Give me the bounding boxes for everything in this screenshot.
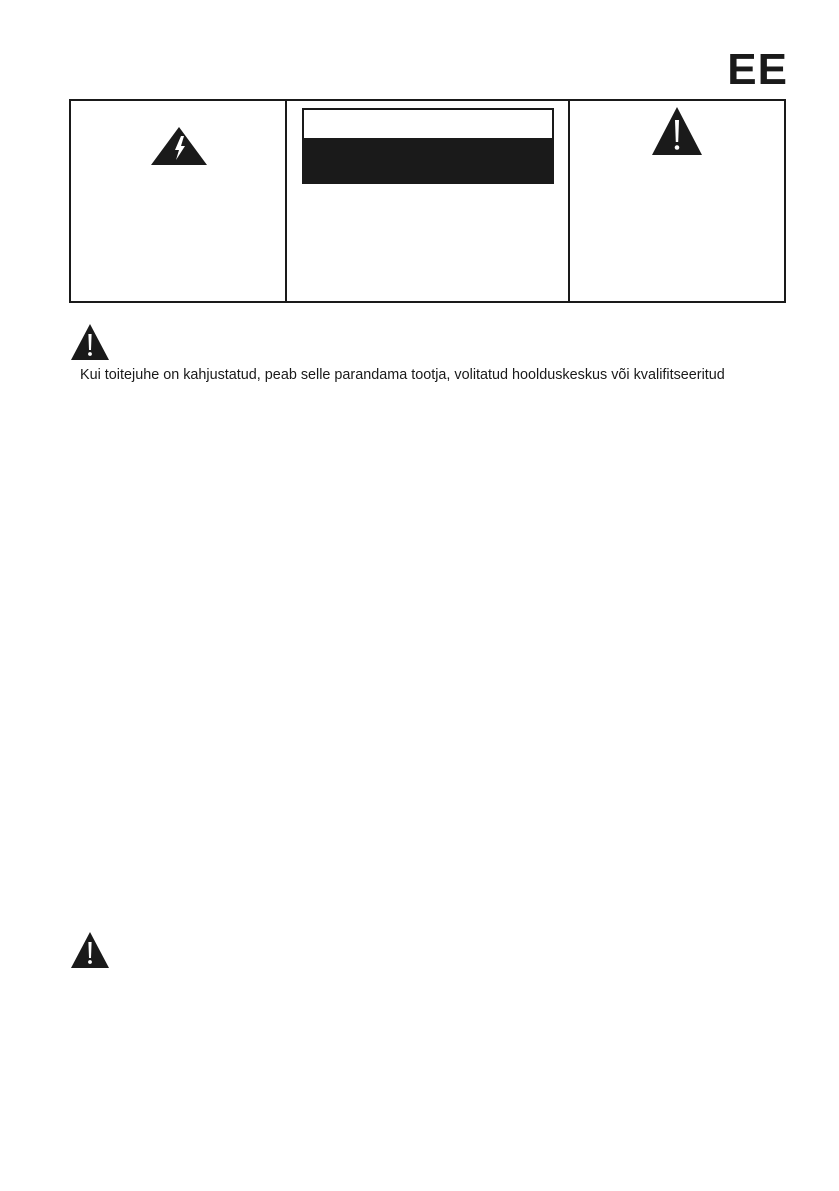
caution-label-cell <box>287 101 570 301</box>
exclamation-warning-icon <box>70 931 110 969</box>
caution-label-top-band <box>304 110 552 138</box>
language-code: EE <box>727 45 788 94</box>
caution-label-box <box>302 108 554 184</box>
safety-warning-table <box>69 99 786 303</box>
electric-shock-warning-icon <box>150 126 208 166</box>
exclamation-warning-icon <box>70 323 110 361</box>
shock-warning-cell <box>71 101 287 301</box>
caution-warning-cell <box>570 101 784 301</box>
caution-label-bottom-band <box>304 138 552 182</box>
power-cord-notice-text: Kui toitejuhe on kahjustatud, peab selle parandama tootja, volitatud hoolduskeskus või kvalifitseeritud <box>80 367 725 383</box>
exclamation-warning-icon <box>651 106 703 156</box>
